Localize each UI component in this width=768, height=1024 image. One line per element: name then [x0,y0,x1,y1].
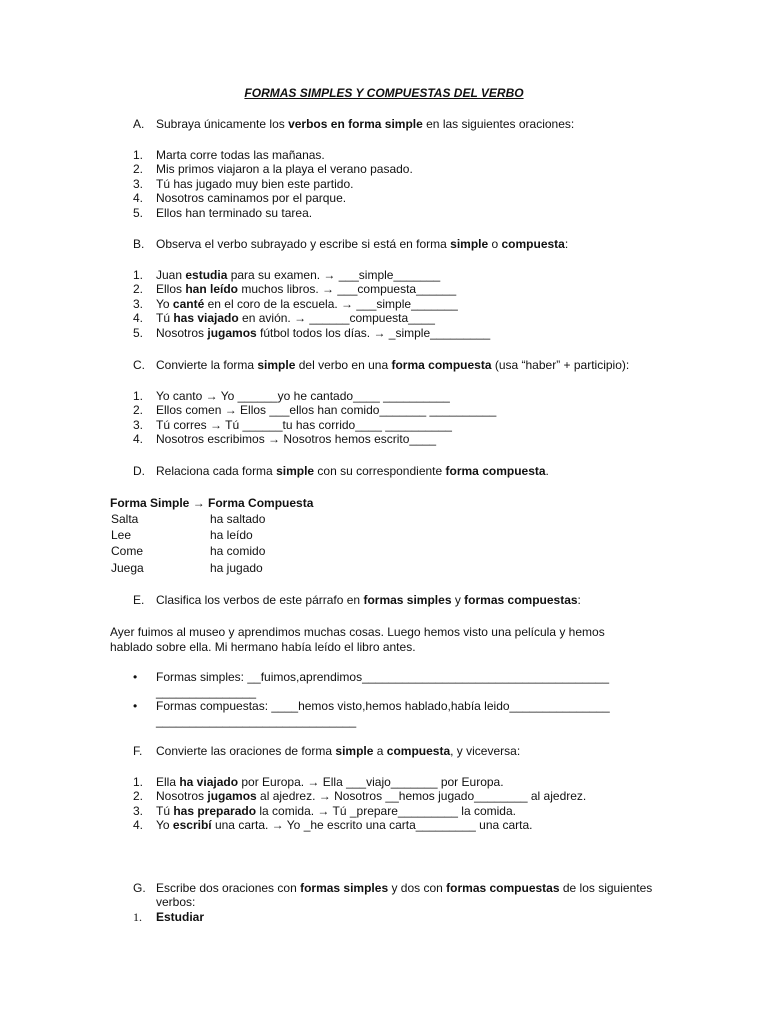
list-item: 3. Tú corres → Tú ______tu has corrido____ __________ [133,417,452,432]
bullet-icon: • [133,699,138,713]
list-item: 3. Tú has preparado la comida. → Tú _prepare_________ la comida. [133,803,516,818]
section-c-label: C. [133,358,145,372]
section-e-paragraph: Ayer fuimos al museo y aprendimos muchas cosas. Luego hemos visto una película y hemos hablado sobre ella. Mi hermano había leído el libro antes. [110,625,605,654]
section-b-list [133,268,633,340]
list-item: 1. Estudiar [133,910,205,924]
section-d-label: D. [133,464,145,478]
table-row: Salta ha saltado [111,512,266,526]
list-item: 4. Nosotros caminamos por el parque. [133,191,347,206]
list-item: 2. Ellos comen → Ellos ___ellos han comido_______ __________ [133,403,497,418]
list-item: 2. Mis primos viajaron a la playa el verano pasado. [133,162,413,177]
section-f-list [133,775,633,833]
list-item: 4. Yo escribí una carta. → Yo _he escrito una carta_________ una carta. [133,818,533,833]
list-item: 4. Tú has viajado en avión. → ______compuesta____ [133,311,435,326]
list-item: • Formas simples: __fuimos,aprendimos____________________________________________________ [133,670,610,699]
section-g-label: G. [133,881,146,895]
list-item: 3. Tú has jugado muy bien este partido. [133,176,354,191]
list-item: 1. Ella ha viajado por Europa. → Ella ___viajo_______ por Europa. [133,775,504,789]
match-table [110,495,313,576]
section-e-label: E. [133,593,145,607]
list-item: 1. Juan estudia para su examen. → ___simple_______ [133,268,441,282]
section-f-label: F. [133,744,143,758]
match-table-header: Forma Simple → Forma Compuesta [110,496,314,510]
list-item: 1. Marta corre todas las mañanas. [133,148,325,162]
list-item: • Formas compuestas: ____hemos visto,hemos hablado,había leido_____________________________________________ [133,699,610,728]
list-item: 2. Ellos han leído muchos libros. → ___compuesta______ [133,282,457,297]
table-row: Juega ha jugado [111,560,263,575]
list-item: 4. Nosotros escribimos → Nosotros hemos escrito____ [133,432,437,447]
table-row: Come ha comido [111,544,266,559]
table-row: Lee ha leído [111,528,253,543]
list-item: 1. Yo canto → Yo ______yo he cantado____ __________ [133,389,450,403]
section-a-label: A. [133,117,145,131]
page-title: FORMAS SIMPLES Y COMPUESTAS DEL VERBO [244,86,524,100]
section-c-list [133,389,633,447]
list-item: 5. Nosotros jugamos fútbol todos los días. → _simple_________ [133,325,491,340]
section-a-list [133,148,633,220]
list-item: 3. Yo canté en el coro de la escuela. → ___simple_______ [133,296,458,311]
list-item: 5. Ellos han terminado su tarea. [133,205,313,220]
list-item: 2. Nosotros jugamos al ajedrez. → Nosotros __hemos jugado________ al ajedrez. [133,789,587,804]
worksheet-page: FORMAS SIMPLES Y COMPUESTAS DEL VERBO A. Subraya únicamente los verbos en forma simple en las siguientes oraciones: 1. Marta corre todas las mañanas. 2. Mis primos viajaron a la playa el verano pasado. 3. Tú has jugado muy bien este partido. 4. Nosotros caminamos por el parque. 5. Ellos han terminado su tarea. B. Observa el verbo subrayado y escribe si está en forma simple o compuesta: 1. Juan estudia para su examen. → ___simple_______ 2. Ellos han leído muchos libros. → ___compuesta______ 3. Yo canté en el coro de la escuela. → ___simple_______ 4. Tú has viajado en avión. → ______compuesta____ 5. Nosotros jugamos fútbol todos los días. → _simple_________ C. Convierte la forma simple del verbo en una forma compuesta (usa “haber” + participio): 1. Yo canto → Yo ______yo he cantado____ __________ 2. Ellos comen → Ellos ___ellos han comido_______ __________ 3. Tú corres → Tú ______tu has corrido____ __________ 4. Nosotros escribimos → Nosotros hemos escrito____ D. Relaciona cada forma simple con su correspondiente forma compuesta. Forma Simple → Forma Compuesta Salta ha saltado Lee ha leído Come ha comido Juega ha jugado E. Clasifica los verbos de este párrafo en formas simples y formas compuestas: Ayer fuimos al museo y aprendimos muchas cosas. Luego hemos visto una película y hemos hablado sobre ella. Mi hermano había leído el libro antes. • Formas simples: __fuimos,aprendimos____________________________________________________ • Formas compuestas: ____hemos visto,hemos hablado,había leido_____________________________________________ F. Convierte las oraciones de forma simple a compuesta, y viceversa: 1. Ella ha viajado por Europa. → Ella ___viajo_______ por Europa. 2. Nosotros jugamos al ajedrez. → Nosotros __hemos jugado________ al ajedrez. 3. Tú has preparado la comida. → Tú _prepare_________ la comida. 4. Yo escribí una carta. → Yo _he escrito una carta_________ una carta. G. Escribe dos oraciones con formas simples y dos con formas compuestas de los siguientes verbos: 1. Estudiar [0,0,768,1024]
section-b-label: B. [133,237,145,251]
bullet-icon: • [133,670,138,684]
section-g-list [133,910,633,924]
section-e-bullets [133,670,613,728]
